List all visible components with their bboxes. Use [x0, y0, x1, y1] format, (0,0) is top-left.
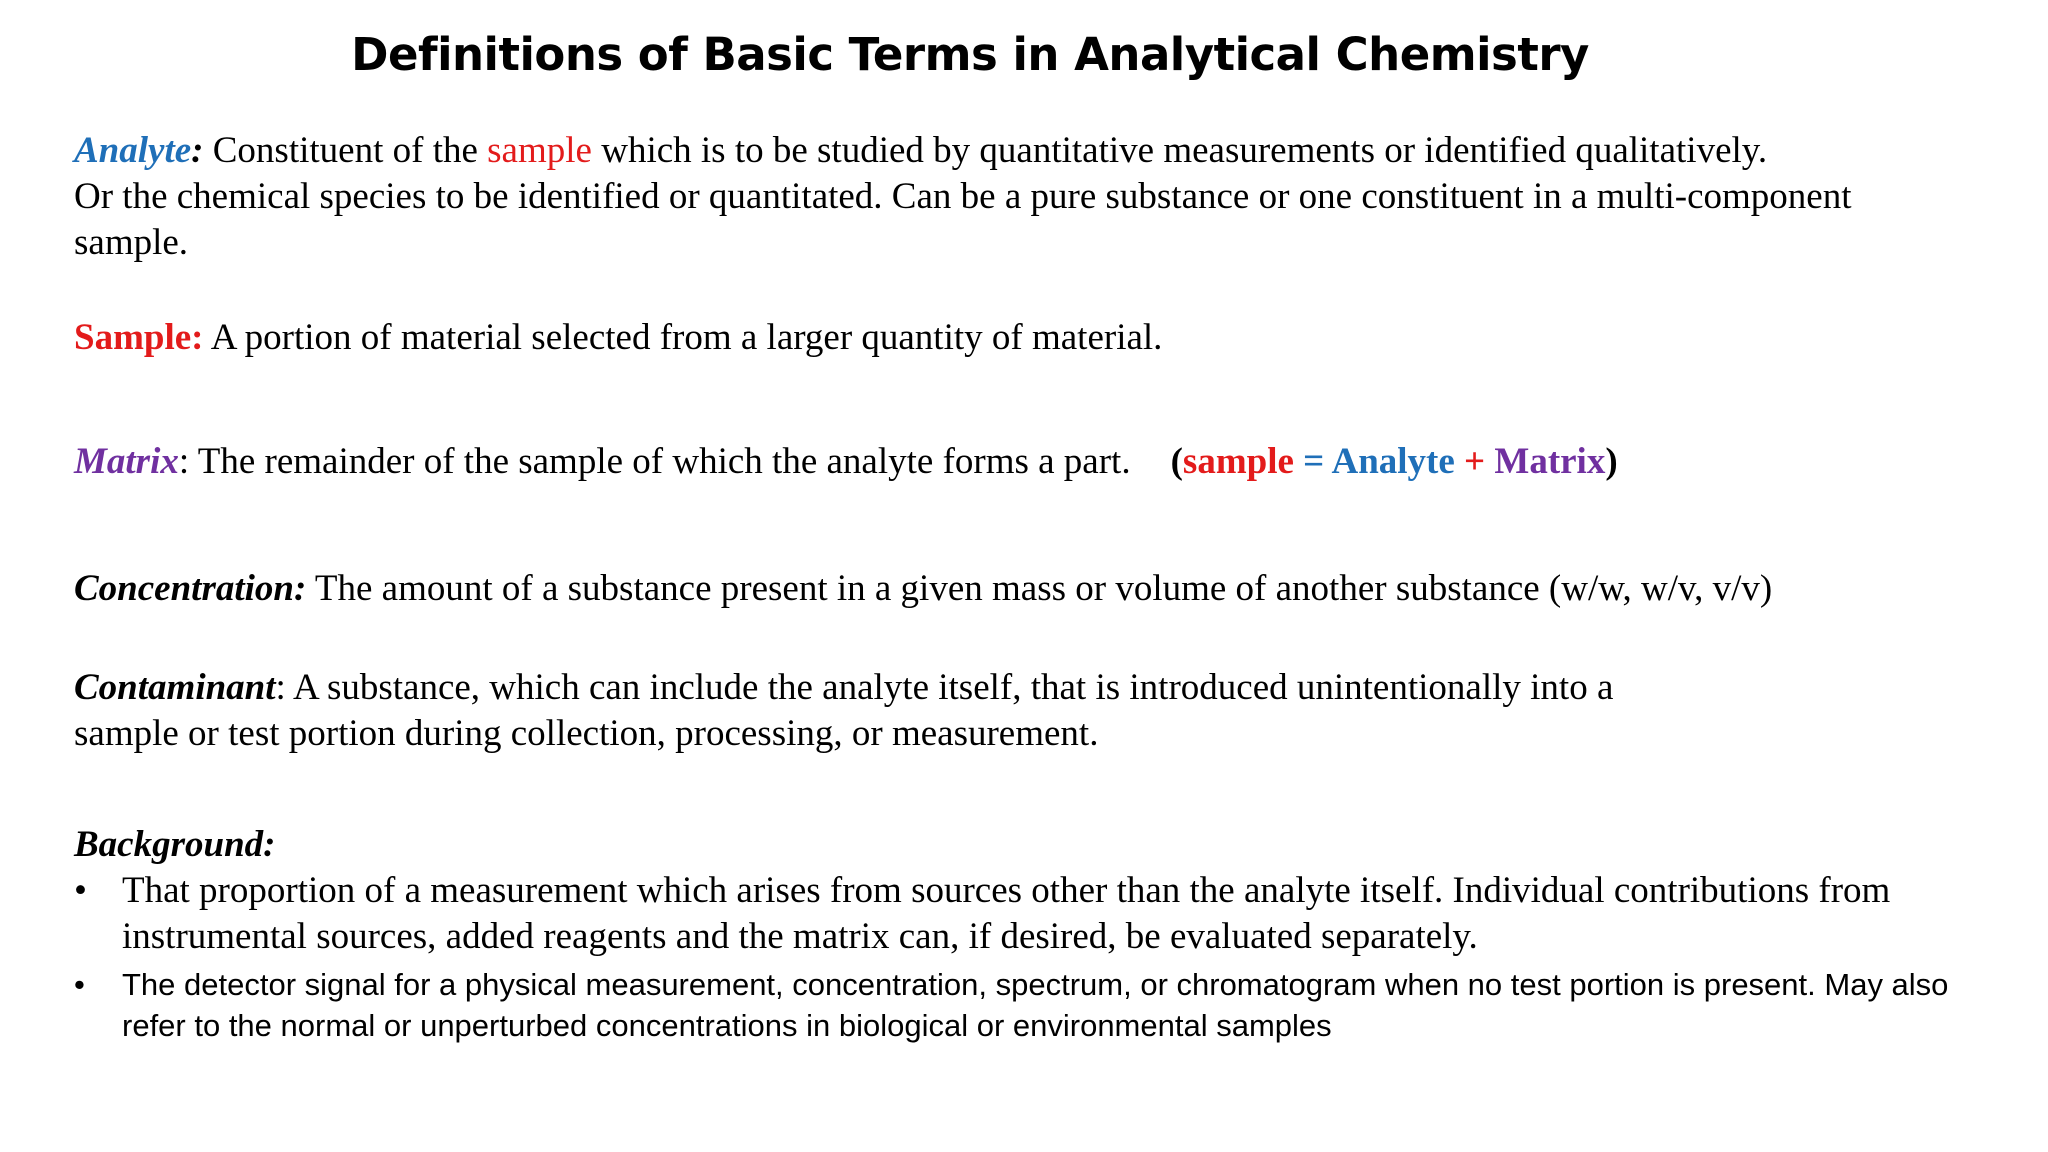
analyte-text-1: Constituent of the — [203, 130, 488, 171]
background-bullet-2: The detector signal for a physical measurement, concentration, spectrum, or chromatogram when no test portion is present. May also refer to the normal or unperturbed concentrations in biological or environmental samples — [122, 967, 1949, 1043]
definition-matrix — [74, 439, 1974, 485]
eq-close-paren: ) — [1605, 441, 1618, 482]
page-title: Definitions of Basic Terms in Analytical Chemistry — [351, 28, 1589, 81]
eq-matrix: Matrix — [1494, 441, 1606, 482]
term-analyte-colon: : — [191, 130, 204, 171]
definition-contaminant — [74, 665, 1974, 757]
eq-plus: + — [1454, 441, 1495, 482]
definition-sample — [74, 315, 1974, 361]
term-concentration: Concentration: — [74, 568, 307, 609]
sample-text: A portion of material selected from a larger quantity of material. — [203, 317, 1163, 358]
term-contaminant: Contaminant — [74, 667, 276, 708]
bullet-dot: • — [74, 967, 85, 1002]
eq-open-paren: ( — [1170, 441, 1183, 482]
list-item — [74, 964, 2004, 1046]
analyte-line-2: Or the chemical species to be identified or quantitated. Can be a pure substance or one constituent in a multi-component sample. — [74, 176, 1852, 263]
list-item — [74, 868, 2004, 960]
contaminant-text-2: sample or test portion during collection, processing, or measurement. — [74, 713, 1099, 754]
definition-analyte — [74, 128, 1974, 266]
matrix-text: : The remainder of the sample of which the analyte forms a part. — [178, 441, 1131, 482]
contaminant-text-1: : A substance, which can include the analyte itself, that is introduced unintentionally into a — [275, 667, 1614, 708]
term-analyte: Analyte — [74, 130, 192, 171]
concentration-text: The amount of a substance present in a given mass or volume of another substance (w/w, w/v, v/v) — [306, 568, 1773, 609]
analyte-text-2: which is to be studied by quantitative measurements or identified qualitatively. — [591, 130, 1768, 171]
term-background: Background: — [74, 824, 276, 865]
eq-equals: = — [1293, 441, 1332, 482]
term-matrix: Matrix — [74, 441, 179, 482]
definition-concentration — [74, 566, 1974, 612]
background-bullet-1: That proportion of a measurement which arises from sources other than the analyte itself. Individual contributions from instrumental sources, added reagents and the matrix can, if desired, be evaluated separately. — [122, 870, 1891, 957]
analyte-sample-word: sample — [487, 130, 592, 171]
background-bullet-list — [74, 868, 2004, 1046]
term-sample: Sample: — [74, 317, 204, 358]
bullet-dot: • — [74, 870, 87, 911]
definition-background — [74, 822, 1974, 868]
matrix-equation — [1171, 441, 1618, 482]
eq-analyte: Analyte — [1331, 441, 1455, 482]
eq-sample: sample — [1182, 441, 1294, 482]
